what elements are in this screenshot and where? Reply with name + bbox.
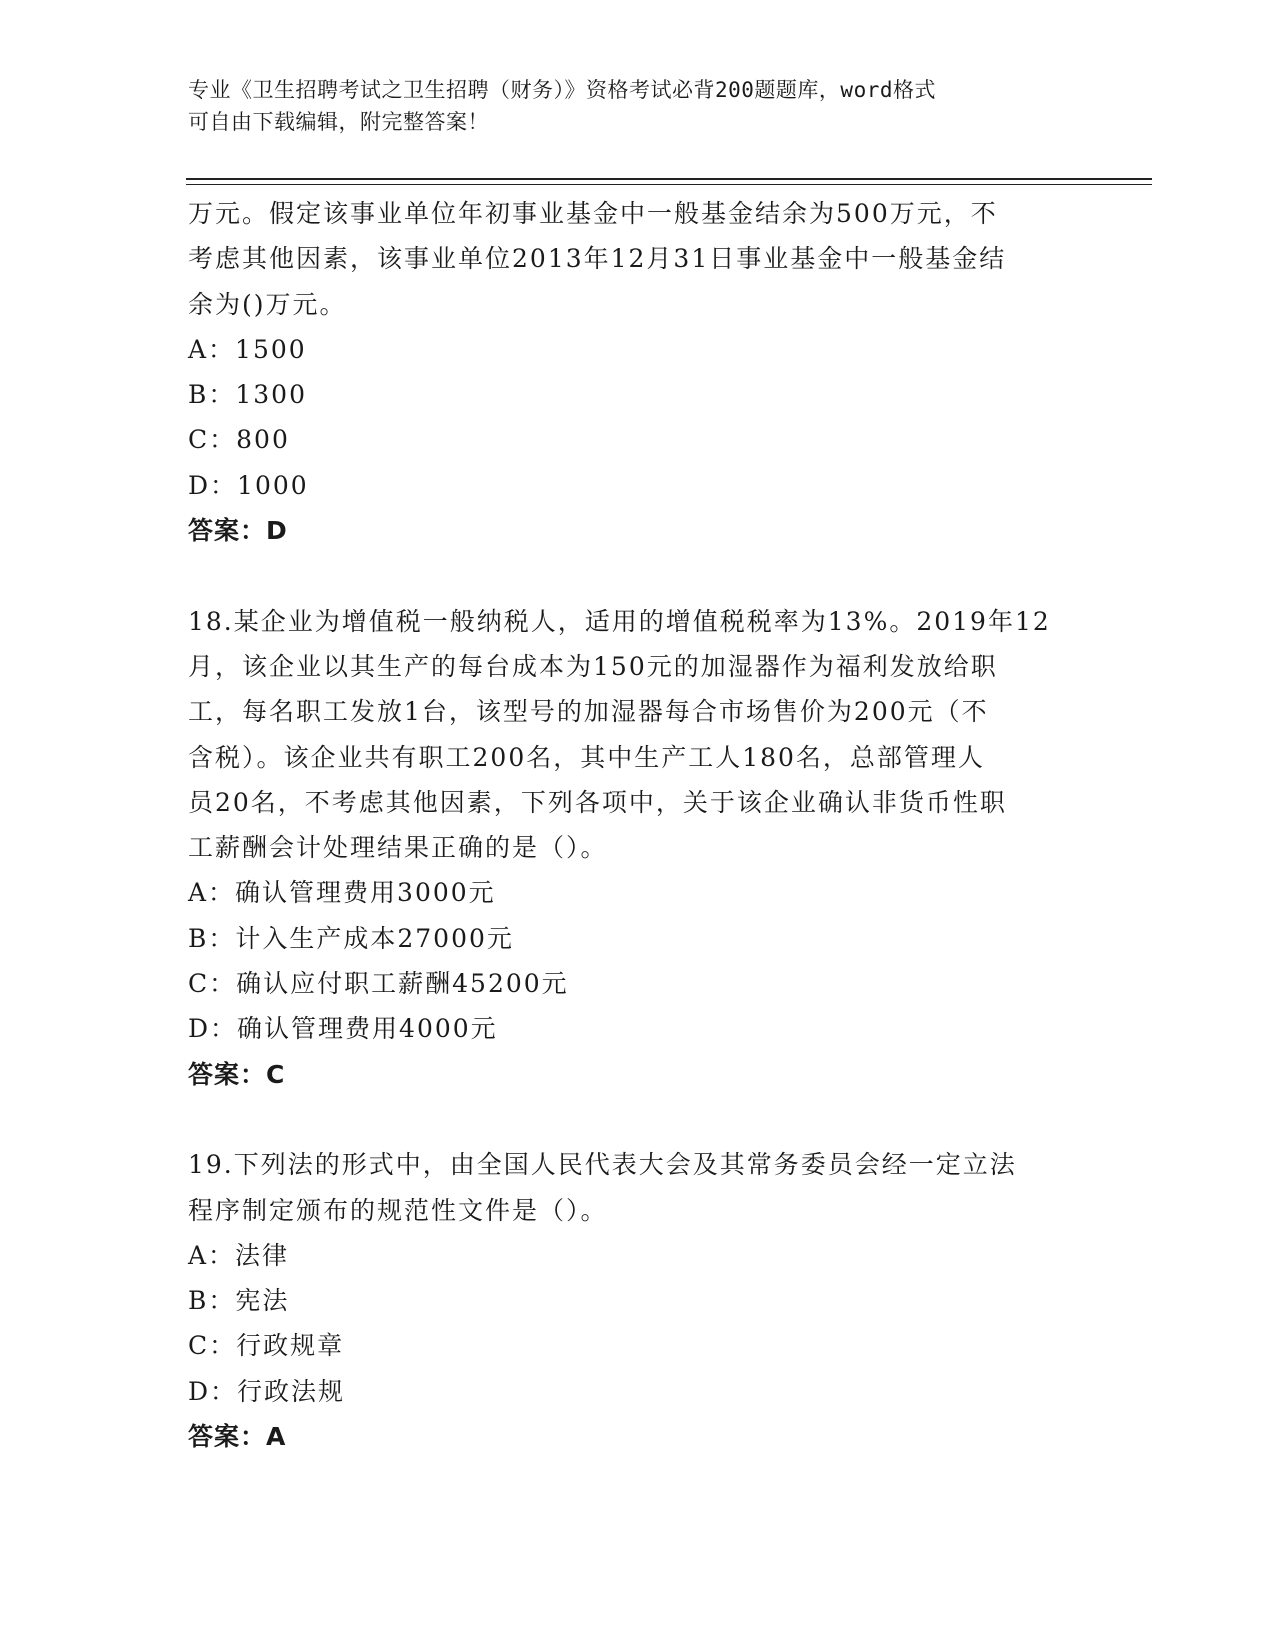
option-c: C：行政规章	[188, 1331, 345, 1361]
question-list	[188, 191, 1088, 1459]
answer-label: 答案：A	[188, 1422, 287, 1452]
question-19	[188, 1142, 1088, 1459]
question-stem-line: 考虑其他因素，该事业单位2013年12月31日事业基金中一般基金结	[188, 244, 1007, 274]
option-d: D：行政法规	[188, 1376, 346, 1406]
question-stem-line: 19.下列法的形式中，由全国人民代表大会及其常务委员会经一定立法	[188, 1150, 1017, 1180]
question-18	[188, 599, 1088, 1097]
header-divider-thick	[186, 178, 1152, 180]
answer-label: 答案：D	[188, 516, 288, 546]
question-stem-line: 万元。假定该事业单位年初事业基金中一般基金结余为500万元，不	[188, 199, 998, 228]
document-header	[188, 74, 1068, 138]
question-spacer	[188, 553, 1088, 598]
option-a: A：1500	[188, 334, 307, 364]
question-stem-line: 含税）。该企业共有职工200名，其中生产工人180名，总部管理人	[188, 742, 985, 772]
header-divider-thin	[186, 184, 1152, 185]
question-stem-line: 18.某企业为增值税一般纳税人，适用的增值税税率为13%。2019年12	[188, 606, 1051, 636]
question-stem-line: 工薪酬会计处理结果正确的是（）。	[188, 833, 608, 863]
header-title-line-2: 可自由下载编辑，附完整答案！	[188, 110, 489, 134]
option-b: B：1300	[188, 380, 307, 410]
option-b: B：计入生产成本27000元	[188, 923, 514, 953]
question-spacer	[188, 1097, 1088, 1142]
option-d: D：确认管理费用4000元	[188, 1014, 498, 1044]
option-c: C：确认应付职工薪酬45200元	[188, 969, 569, 999]
question-stem-line: 工，每名职工发放1台，该型号的加湿器每合市场售价为200元（不	[188, 697, 989, 727]
header-title-line-1: 专业《卫生招聘考试之卫生招聘（财务）》资格考试必背200题题库，word格式	[188, 78, 936, 102]
option-a: A：法律	[188, 1240, 290, 1270]
option-c: C：800	[188, 425, 290, 455]
question-17	[188, 191, 1088, 553]
option-b: B：宪法	[188, 1286, 290, 1316]
option-d: D：1000	[188, 470, 309, 500]
option-a: A：确认管理费用3000元	[188, 878, 496, 908]
question-stem-line: 程序制定颁布的规范性文件是（）。	[188, 1195, 608, 1225]
question-stem-line: 余为()万元。	[188, 289, 347, 319]
question-stem-line: 月，该企业以其生产的每台成本为150元的加湿器作为福利发放给职	[188, 651, 998, 681]
answer-label: 答案：C	[188, 1059, 286, 1089]
question-stem-line: 员20名，不考虑其他因素，下列各项中，关于该企业确认非货币性职	[188, 787, 1007, 817]
